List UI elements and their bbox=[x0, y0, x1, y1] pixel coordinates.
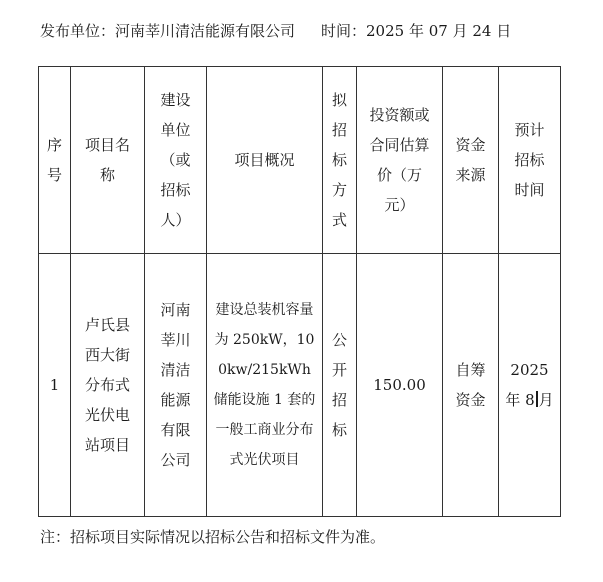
time-month-suffix: 月 bbox=[538, 391, 554, 409]
header-overview: 项目概况 bbox=[207, 67, 323, 254]
header-funding: 资金来源 bbox=[443, 67, 499, 254]
publish-time: 时间：2025 年 07 月 24 日 bbox=[321, 22, 512, 40]
cell-amount: 150.00 bbox=[357, 254, 443, 517]
publisher-text: 发布单位：河南莘川清洁能源有限公司 bbox=[40, 22, 296, 40]
text-cursor bbox=[536, 391, 538, 407]
cell-funding: 自筹资金 bbox=[443, 254, 499, 517]
table-row bbox=[39, 254, 561, 517]
header-project-name: 项目名称 bbox=[71, 67, 145, 254]
cell-overview: 建设总装机容量为 250kW，100kw/215kWh储能设施 1 套的一般工商业分布式光伏项目 bbox=[207, 254, 323, 517]
cell-method: 公开招标 bbox=[323, 254, 357, 517]
cell-time bbox=[499, 254, 561, 517]
bidding-plan-table bbox=[38, 66, 561, 517]
cell-unit: 河南莘川清洁能源有限公司 bbox=[145, 254, 207, 517]
header-line bbox=[40, 20, 511, 41]
footnote: 注：招标项目实际情况以招标公告和招标文件为准。 bbox=[40, 528, 386, 546]
table-header-row bbox=[39, 67, 561, 254]
header-unit: 建设单位（或招标人） bbox=[145, 67, 207, 254]
time-month: 年 8 bbox=[505, 391, 535, 409]
time-year: 2025 bbox=[510, 361, 549, 379]
header-seq: 序号 bbox=[39, 67, 71, 254]
cell-seq: 1 bbox=[39, 254, 71, 517]
header-amount: 投资额或合同估算价（万元） bbox=[357, 67, 443, 254]
cell-project-name: 卢氏县西大街分布式光伏电站项目 bbox=[71, 254, 145, 517]
header-method: 拟招标方式 bbox=[323, 67, 357, 254]
header-time: 预计招标时间 bbox=[499, 67, 561, 254]
